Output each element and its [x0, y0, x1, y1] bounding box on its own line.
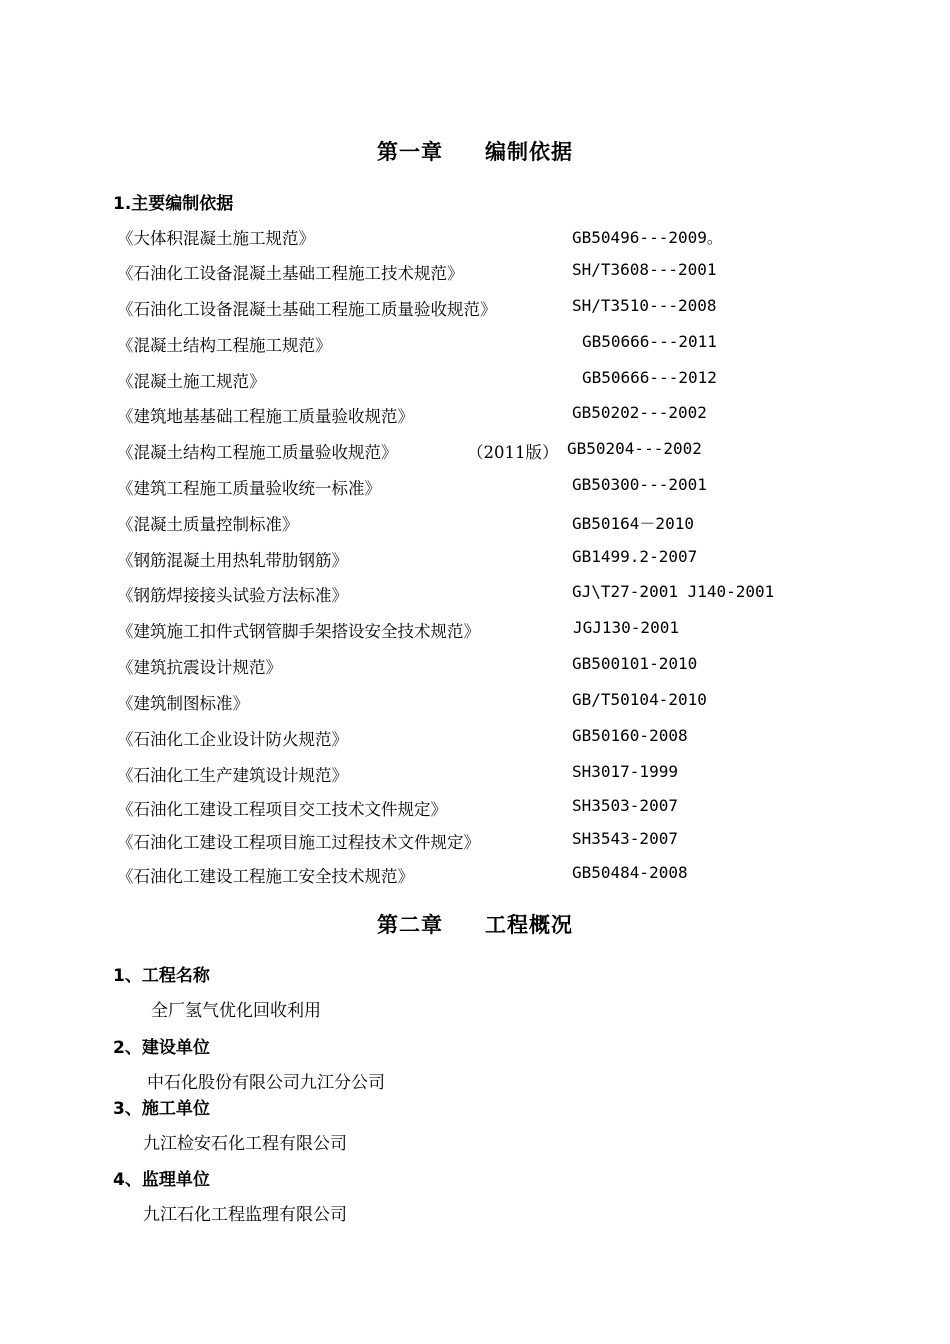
list-item: [117, 654, 837, 678]
list-item: [117, 829, 837, 853]
standard-name: 《钢筋焊接接头试验方法标准》: [117, 586, 348, 605]
owner-unit-heading: 2、建设单位: [113, 1038, 210, 1058]
chapter-2-number: 第二章: [377, 913, 443, 937]
standard-name: 《石油化工建设工程项目交工技术文件规定》: [117, 800, 447, 819]
list-item: [117, 368, 837, 392]
standard-name: 《混凝土施工规范》: [117, 372, 266, 391]
list-item: [117, 296, 837, 320]
standard-code: GB50496---2009。: [572, 228, 723, 247]
project-name-heading: 1、工程名称: [113, 966, 210, 986]
standard-name: 《混凝土质量控制标准》: [117, 515, 299, 534]
supervision-unit-text: 九江石化工程监理有限公司: [143, 1205, 347, 1225]
standard-code: GB50300---2001: [572, 475, 707, 494]
list-item: [117, 511, 837, 535]
chapter-1-number: 第一章: [377, 140, 443, 164]
standard-code: GB50204---2002: [567, 439, 702, 458]
standard-code: SH3017-1999: [572, 762, 678, 781]
standard-code: SH/T3608---2001: [572, 260, 717, 279]
standard-code: GB50666---2012: [582, 368, 717, 387]
standard-code: GB50164－2010: [572, 514, 694, 533]
standard-name: 《石油化工设备混凝土基础工程施工质量验收规范》: [117, 300, 497, 319]
list-item: [117, 403, 837, 427]
standard-code: GB50160-2008: [572, 726, 688, 745]
list-item: [117, 260, 837, 284]
standard-code: GB50202---2002: [572, 403, 707, 422]
supervision-unit-heading: 4、监理单位: [113, 1170, 210, 1190]
standard-name: 《建筑地基基础工程施工质量验收规范》: [117, 407, 414, 426]
standard-code: GB50484-2008: [572, 863, 688, 882]
section-main-basis-heading: 1.主要编制依据: [113, 194, 234, 214]
chapter-1-title: [0, 136, 950, 166]
standard-name: 《混凝土结构工程施工规范》: [117, 336, 332, 355]
list-item: [117, 863, 837, 887]
standard-name: 《建筑抗震设计规范》: [117, 658, 282, 677]
construction-unit-text: 九江检安石化工程有限公司: [143, 1134, 347, 1154]
standard-code: GB50666---2011: [582, 332, 717, 351]
standard-name: 《石油化工建设工程项目施工过程技术文件规定》: [117, 833, 480, 852]
standard-code: SH3543-2007: [572, 829, 678, 848]
list-item: [117, 618, 837, 642]
construction-unit-heading: 3、施工单位: [113, 1099, 210, 1119]
standard-code: JGJ130-2001: [573, 618, 679, 637]
standard-name: 《石油化工设备混凝土基础工程施工技术规范》: [117, 264, 464, 283]
list-item: [117, 582, 837, 606]
standard-name: 《石油化工企业设计防火规范》: [117, 730, 348, 749]
standard-name: 《混凝土结构工程施工质量验收规范》: [117, 443, 398, 462]
standard-name: 《建筑制图标准》: [117, 694, 249, 713]
standard-code: SH/T3510---2008: [572, 296, 717, 315]
list-item: [117, 475, 837, 499]
standard-code: GJ\T27-2001 J140-2001: [572, 582, 775, 601]
owner-unit-text: 中石化股份有限公司九江分公司: [147, 1073, 385, 1093]
chapter-2-title: [0, 909, 950, 939]
list-item: [117, 547, 837, 571]
standard-code: SH3503-2007: [572, 796, 678, 815]
standard-name: 《建筑施工扣件式钢管脚手架搭设安全技术规范》: [117, 622, 480, 641]
chapter-1-name: 编制依据: [485, 140, 573, 164]
list-item: [117, 332, 837, 356]
standard-name: 《石油化工生产建筑设计规范》: [117, 766, 348, 785]
list-item: [117, 796, 837, 820]
chapter-2-name: 工程概况: [485, 913, 573, 937]
standard-name: 《建筑工程施工质量验收统一标准》: [117, 479, 381, 498]
list-item: [117, 690, 837, 714]
project-name-text: 全厂氢气优化回收利用: [151, 1001, 321, 1021]
list-item: [117, 762, 837, 786]
list-item: [117, 726, 837, 750]
standard-code: GB1499.2-2007: [572, 547, 698, 566]
standard-name: 《大体积混凝土施工规范》: [117, 229, 315, 248]
standard-name: 《石油化工建设工程施工安全技术规范》: [117, 867, 414, 886]
standard-name: 《钢筋混凝土用热轧带肋钢筋》: [117, 551, 348, 570]
standard-code: GB500101-2010: [572, 654, 698, 673]
list-item: [117, 225, 837, 249]
list-item: [117, 439, 837, 463]
standard-edition-note: （2011版）: [467, 443, 559, 462]
standard-code: GB/T50104-2010: [572, 690, 707, 709]
